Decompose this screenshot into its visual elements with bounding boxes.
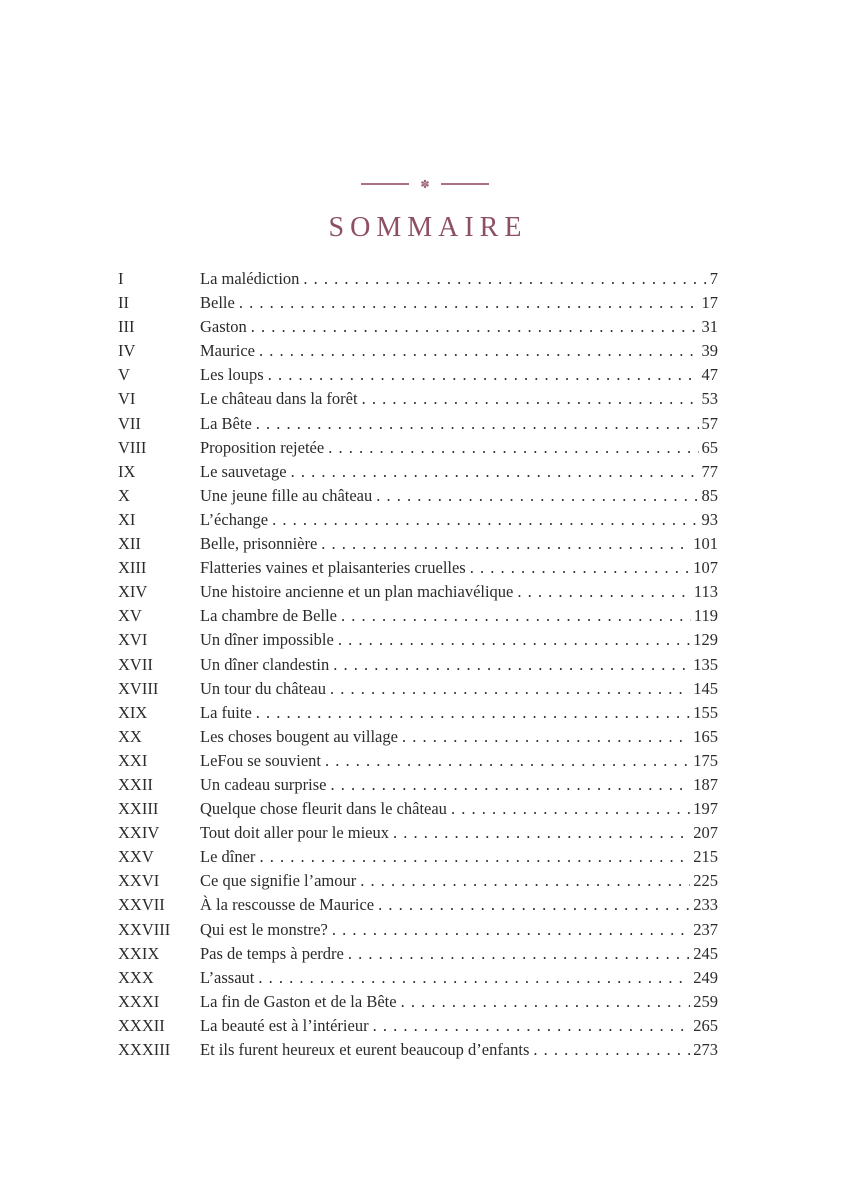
chapter-title: Proposition rejetée	[200, 437, 325, 457]
chapter-title: Un dîner impossible	[200, 630, 334, 650]
page-number: 57	[701, 413, 718, 433]
page-number: 175	[693, 750, 718, 770]
page-number: 245	[693, 943, 718, 963]
chapter-title: La beauté est à l’intérieur	[200, 1015, 369, 1035]
page-number: 31	[701, 317, 718, 337]
toc-row	[118, 701, 718, 725]
dot-leader	[330, 773, 690, 797]
toc-row	[118, 918, 718, 942]
chapter-numeral: VIII	[118, 437, 147, 457]
dot-leader	[378, 893, 690, 917]
toc-row	[118, 845, 718, 869]
toc-row	[118, 436, 718, 460]
dot-leader	[251, 315, 699, 339]
dot-leader	[333, 653, 690, 677]
chapter-numeral: XXV	[118, 847, 154, 867]
toc-row	[118, 1014, 718, 1038]
toc-row	[118, 773, 718, 797]
dot-leader	[362, 387, 699, 411]
page-number: 225	[693, 871, 718, 891]
chapter-title: Quelque chose fleurit dans le château	[200, 799, 447, 819]
page-number: 187	[693, 774, 718, 794]
chapter-title: L’échange	[200, 509, 269, 529]
dot-leader	[256, 701, 690, 725]
page-number: 65	[701, 437, 718, 457]
chapter-numeral: XXIII	[118, 799, 159, 819]
dot-leader	[376, 484, 698, 508]
chapter-numeral: XVII	[118, 654, 153, 674]
chapter-title: Un tour du château	[200, 678, 326, 698]
toc-row	[118, 532, 718, 556]
toc-row	[118, 653, 718, 677]
dot-leader	[533, 1038, 690, 1062]
toc-row	[118, 1038, 718, 1062]
chapter-title: Les loups	[200, 365, 264, 385]
chapter-title: Un cadeau surprise	[200, 774, 327, 794]
chapter-numeral: XXVIII	[118, 919, 171, 939]
toc-row	[118, 484, 718, 508]
chapter-numeral: VI	[118, 389, 136, 409]
dot-leader	[259, 339, 699, 363]
chapter-title: Le château dans la forêt	[200, 389, 358, 409]
chapter-title: LeFou se souvient	[200, 750, 321, 770]
dot-leader	[303, 267, 706, 291]
toc-row	[118, 990, 718, 1014]
page-title: SOMMAIRE	[328, 212, 528, 243]
toc-row	[118, 556, 718, 580]
dot-leader	[330, 677, 690, 701]
toc-row	[118, 508, 718, 532]
dot-leader	[341, 604, 691, 628]
chapter-numeral: XII	[118, 534, 141, 554]
dot-leader	[470, 556, 691, 580]
chapter-title: La fin de Gaston et de la Bête	[200, 991, 397, 1011]
chapter-title: La malédiction	[200, 269, 300, 288]
chapter-numeral: XI	[118, 509, 136, 529]
ornament-star-icon: ✽	[420, 177, 430, 191]
page-number: 265	[693, 1015, 718, 1035]
chapter-title: L’assaut	[200, 967, 255, 987]
chapter-numeral: XXI	[118, 750, 148, 770]
toc-row	[118, 412, 718, 436]
page-number: 7	[709, 269, 718, 288]
toc-row	[118, 749, 718, 773]
chapter-title: Maurice	[200, 341, 255, 361]
page-number: 197	[693, 799, 718, 819]
dot-leader	[328, 436, 698, 460]
toc-row	[118, 460, 718, 484]
chapter-numeral: XV	[118, 606, 142, 626]
dot-leader	[517, 580, 690, 604]
ornament-divider	[0, 176, 850, 192]
chapter-numeral: IV	[118, 341, 136, 361]
dot-leader	[393, 821, 690, 845]
dot-leader	[348, 942, 690, 966]
dot-leader	[321, 532, 690, 556]
page-number: 53	[701, 389, 718, 409]
dot-leader	[258, 966, 690, 990]
chapter-numeral: X	[118, 485, 130, 505]
chapter-numeral: VII	[118, 413, 141, 433]
chapter-title: Ce que signifie l’amour	[200, 871, 357, 891]
chapter-title: La chambre de Belle	[200, 606, 337, 626]
page-number: 113	[693, 582, 718, 602]
toc-row	[118, 604, 718, 628]
chapter-numeral: XXX	[118, 967, 154, 987]
toc-row	[118, 580, 718, 604]
chapter-title: Une histoire ancienne et un plan machiavélique	[200, 582, 514, 602]
page-number: 259	[693, 991, 718, 1011]
chapter-numeral: XIV	[118, 582, 148, 602]
chapter-numeral: XXXIII	[118, 1040, 171, 1059]
toc-row	[118, 966, 718, 990]
toc-row	[118, 942, 718, 966]
chapter-numeral: V	[118, 365, 130, 385]
toc-row	[118, 893, 718, 917]
dot-leader	[402, 725, 690, 749]
chapter-numeral: XIX	[118, 702, 148, 722]
toc-list	[118, 267, 718, 1062]
ornament-line-left	[361, 183, 409, 185]
page-number: 101	[693, 534, 718, 554]
toc-row	[118, 339, 718, 363]
dot-leader	[332, 918, 690, 942]
toc-row	[118, 677, 718, 701]
chapter-numeral: XIII	[118, 558, 147, 578]
toc-row	[118, 387, 718, 411]
chapter-title: Une jeune fille au château	[200, 485, 373, 505]
dot-leader	[360, 869, 690, 893]
chapter-title: Pas de temps à perdre	[200, 943, 344, 963]
ornament-line-right	[441, 183, 489, 185]
dot-leader	[272, 508, 698, 532]
toc-row	[118, 363, 718, 387]
chapter-title: Le sauvetage	[200, 461, 287, 481]
page-number: 237	[693, 919, 718, 939]
chapter-numeral: XXVI	[118, 871, 160, 891]
chapter-title: Belle	[200, 293, 235, 313]
page-number: 17	[701, 293, 718, 313]
page-number: 207	[693, 823, 718, 843]
dot-leader	[401, 990, 691, 1014]
chapter-numeral: XXIV	[118, 823, 160, 843]
page-number: 145	[693, 678, 718, 698]
chapter-numeral: XX	[118, 726, 142, 746]
chapter-numeral: I	[118, 269, 124, 288]
page-number: 77	[701, 461, 718, 481]
page-number: 85	[701, 485, 718, 505]
dot-leader	[259, 845, 690, 869]
page-number: 107	[693, 558, 718, 578]
dot-leader	[325, 749, 690, 773]
chapter-numeral: XVIII	[118, 678, 159, 698]
chapter-title: Et ils furent heureux et eurent beaucoup d’enfants	[200, 1040, 530, 1059]
dot-leader	[373, 1014, 691, 1038]
chapter-title: Le dîner	[200, 847, 256, 867]
page-number: 249	[693, 967, 718, 987]
dot-leader	[239, 291, 699, 315]
toc-row	[118, 291, 718, 315]
chapter-numeral: XXXII	[118, 1015, 165, 1035]
chapter-numeral: XXVII	[118, 895, 165, 915]
chapter-title: Un dîner clandestin	[200, 654, 330, 674]
chapter-title: Belle, prisonnière	[200, 534, 318, 554]
page-number: 233	[693, 895, 718, 915]
chapter-title: Qui est le monstre?	[200, 919, 328, 939]
chapter-title: La fuite	[200, 702, 252, 722]
chapter-numeral: III	[118, 317, 135, 337]
toc-row	[118, 869, 718, 893]
chapter-title: La Bête	[200, 413, 252, 433]
page-number: 135	[693, 654, 718, 674]
chapter-numeral: II	[118, 293, 129, 313]
dot-leader	[268, 363, 699, 387]
chapter-title: Les choses bougent au village	[200, 726, 398, 746]
page-number: 39	[701, 341, 718, 361]
chapter-title: Gaston	[200, 317, 247, 337]
page-number: 129	[693, 630, 718, 650]
chapter-numeral: XXXI	[118, 991, 160, 1011]
page-number: 273	[693, 1040, 718, 1059]
page-number: 93	[701, 509, 718, 529]
chapter-numeral: XXII	[118, 774, 153, 794]
chapter-title: Flatteries vaines et plaisanteries cruelles	[200, 558, 466, 578]
page-number: 165	[693, 726, 718, 746]
toc-row	[118, 725, 718, 749]
page-number: 155	[693, 702, 718, 722]
page-number: 215	[693, 847, 718, 867]
dot-leader	[291, 460, 699, 484]
page-number: 119	[693, 606, 718, 626]
dot-leader	[338, 628, 690, 652]
dot-leader	[256, 412, 699, 436]
toc-row	[118, 315, 718, 339]
toc-row	[118, 797, 718, 821]
toc-row	[118, 628, 718, 652]
toc-row	[118, 821, 718, 845]
chapter-numeral: XVI	[118, 630, 148, 650]
toc-row	[118, 267, 718, 291]
chapter-title: À la rescousse de Maurice	[200, 895, 375, 915]
dot-leader	[451, 797, 690, 821]
chapter-numeral: XXIX	[118, 943, 160, 963]
page-number: 47	[701, 365, 718, 385]
chapter-numeral: IX	[118, 461, 136, 481]
chapter-title: Tout doit aller pour le mieux	[200, 823, 390, 843]
